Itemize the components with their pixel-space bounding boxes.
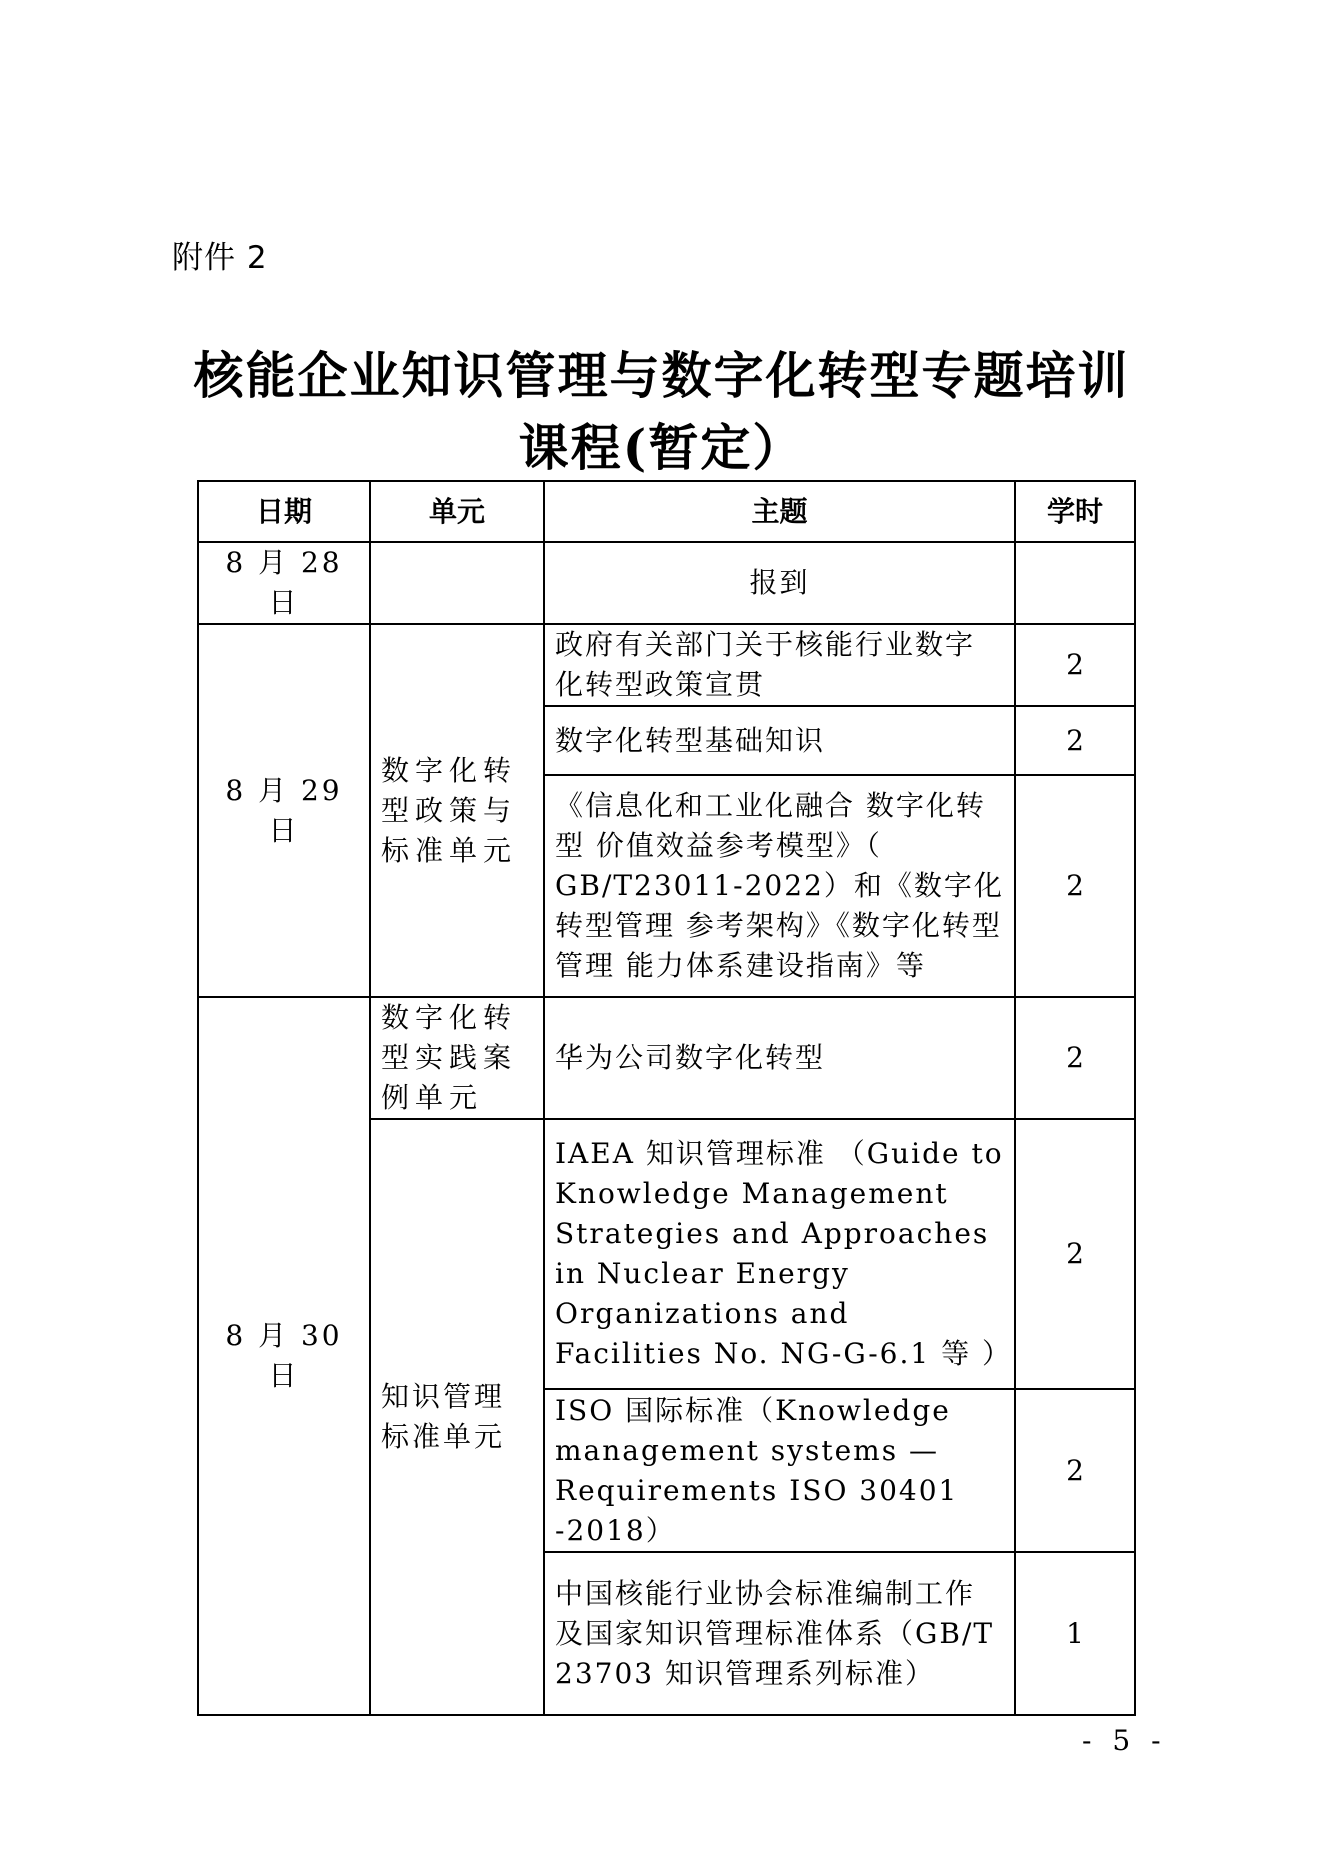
header-topic: 主题 (544, 481, 1015, 542)
date-cell: 8 月 28 日 (198, 542, 370, 624)
header-unit: 单元 (370, 481, 544, 542)
unit-cell: 知识管理标准单元 (370, 1119, 544, 1715)
table-row (198, 542, 1135, 624)
table-row (198, 997, 1135, 1119)
hours-cell: 2 (1015, 997, 1135, 1119)
page-number: - 5 - (1082, 1724, 1167, 1757)
topic-cell: 政府有关部门关于核能行业数字化转型政策宣贯 (544, 624, 1015, 706)
document-title-line2: 课程(暂定） (518, 418, 805, 477)
date-cell: 8 月 30 日 (198, 997, 370, 1715)
hours-cell: 2 (1015, 775, 1135, 997)
topic-cell: 数字化转型基础知识 (544, 706, 1015, 775)
hours-cell: 2 (1015, 706, 1135, 775)
annex-label: 附件 2 (172, 240, 268, 276)
unit-cell: 数字化转型实践案例单元 (370, 997, 544, 1119)
hours-cell (1015, 542, 1135, 624)
hours-cell: 2 (1015, 1389, 1135, 1552)
topic-cell: ISO 国际标准（Knowledge management systems — Requirements ISO 30401 -2018） (544, 1389, 1015, 1552)
hours-cell: 2 (1015, 1119, 1135, 1389)
date-cell: 8 月 29 日 (198, 624, 370, 997)
unit-cell: 数字化转型政策与标准单元 (370, 624, 544, 997)
table-header-row (198, 481, 1135, 542)
header-date: 日期 (198, 481, 370, 542)
topic-cell: 华为公司数字化转型 (544, 997, 1015, 1119)
course-schedule-table (197, 480, 1136, 1716)
unit-cell (370, 542, 544, 624)
topic-cell: 报到 (544, 542, 1015, 624)
hours-cell: 1 (1015, 1552, 1135, 1715)
topic-cell: IAEA 知识管理标准 （Guide to Knowledge Management Strategies and Approaches in Nuclear Energy Organizations and Facilities No. NG-G-6.1 等 ） (544, 1119, 1015, 1389)
header-hours: 学时 (1015, 481, 1135, 542)
topic-cell: 中国核能行业协会标准编制工作及国家知识管理标准体系（GB/T 23703 知识管理系列标准） (544, 1552, 1015, 1715)
table-row (198, 624, 1135, 706)
document-title-line1: 核能企业知识管理与数字化转型专题培训 (193, 346, 1130, 405)
topic-cell: 《信息化和工业化融合 数字化转型 价值效益参考模型》（ GB/T23011-2022）和《数字化转型管理 参考架构》《数字化转型管理 能力体系建设指南》等 (544, 775, 1015, 997)
hours-cell: 2 (1015, 624, 1135, 706)
